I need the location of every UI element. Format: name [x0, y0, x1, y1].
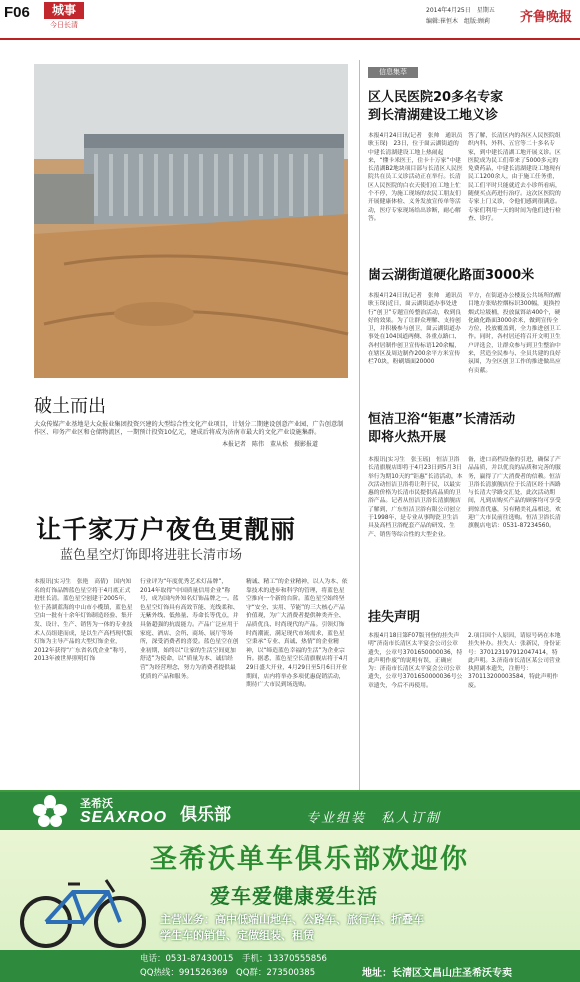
feature-column-3: 精诚、精工”的企业精神，以人为本、依靠技术的进步和科学的管理，将蓝色星空推向一个新的台阶。蓝色星空始终坚守“安全、实用、节能”的三大核心产品价值观，为广大消费者提供种类齐全、品质优良、时尚现代的产品。引领灯饰时尚潮流，满足现代市场需求，蓝色星空秉承“专业、真诚、热情”的企业精神，以“缔造蓝色幸福的生活”为企业宗旨。据悉，蓝色星空长清旗舰店将于4月29日盛大开业，4月29日至5月6日开业期间，店内将举办多项优惠促销活动，期待广大市民到场选购。	[246, 579, 349, 689]
article2-column-1: 本报4月24日讯(记者 张帅 通讯员 耿玉琛)近日，崮云湖街道办事处进行“创卫”专题宣传整治活动，收到良好的效果。为了让群众理解、支持创卫，并积极参与创卫，崮云湖街道办事处在104国道两侧、各重点路口、各村居制作创卫宣传标语120余幅，在辖区及周边制作200余平方米宣传栏70块，粉刷墙面20000	[368, 293, 469, 366]
article4-column-2: 2.项目因个人原因，请原号码在本地挂失补办。挂失人：张新民，身份证号：370123197912047414，特此声明。3.济南市长清区某公司营业执照副本遗失，注册号：370113200003584，特此声明作废。	[468, 633, 561, 689]
article3-column-1: 本报讯(实习生 张玉瑶) 恒洁卫浴长清旗舰店即将于4月23日到5月3日举行为期10天的“钜惠”长清活动，本次活动恒洁卫浴将让利于民，以最实惠的价格为长清市民提供高品质的卫浴产品。记者从恒洁卫浴长清旗舰店了解到，广东恒洁卫浴有限公司创立于1998年，是专业从事陶瓷卫生洁具及高档卫浴配套产品的研发、生产、销售等综合性的大型企业。	[368, 457, 463, 538]
ad-slogan-service: 专业组装 私人订制	[306, 811, 442, 826]
page-number: F06	[4, 4, 30, 21]
ad-club-label: 俱乐部	[180, 805, 231, 825]
ad-address: 地址：长清区文昌山庄圣希沃专卖	[362, 968, 512, 979]
news-brief-tag: 信息集萃	[368, 67, 418, 78]
newspaper-logo: 齐鲁晚报	[520, 10, 573, 25]
ad-business-line1: 主营业务：高中低端山地车、公路车、旅行车、折叠车	[160, 913, 424, 926]
ad-top-banner	[0, 792, 580, 830]
feature-column-1: 本报讯(实习生 张艳 高倩) 国内知名的灯饰品牌蓝色星空将于4月底正式进驻长清。蓝色星空创建于2005年，位于蒸湖蓝海的中山市小榄镇，蓝色星空由一批有十余年灯饰制造经验、集开发、设计、生产、销售为一体的专业技术人员组建而成，是以生产高档现代版灯饰为主导产品的大型灯饰企业，2012年获得“广东省名优企业”称号，2013年被世界照明灯饰	[34, 579, 133, 663]
construction-photo	[34, 64, 348, 378]
article4-column-1: 本报4月18日第F07版刊登的挂失声明“济南市长清区太平宴会公司公章遗失，公章号3701650000036，特此声明作废”的说明有误，正确应为：济南市长清区太平宴会公司公章遗失，公章号3701650000036号公章遗失，今后不再使用。	[368, 633, 463, 689]
column-divider	[359, 60, 360, 790]
ad-phone: 电话：0531-87430015 手机：13370555856	[140, 954, 327, 964]
page-header	[0, 0, 580, 40]
ad-contact	[140, 952, 327, 980]
photo-caption-text: 大众传媒产业基地是大众报业集团投资兴建的大型综合性文化产业项目，计划分二期建设创意产业园、广告创意制作区、印务产业区和仓储物流区，一期预计投资10亿元，建成后将成为济南市最大的文化产业设施集群。	[34, 421, 344, 437]
ad-headline: 圣希沃单车俱乐部欢迎你	[150, 844, 469, 875]
article1-headline-line1: 区人民医院20多名专家	[368, 90, 504, 105]
ad-qq: QQ热线：991526369 QQ群：273500385	[140, 968, 316, 978]
mountain-bike-icon	[18, 862, 148, 952]
feature-column-2: 行业评为“年度优秀艺术灯品牌”，2014年取得“中国质量信用企业”称号，成为国内外知名灯饰品牌之一。蓝色星空灯饰具有高效节能、光线柔和、无紫外线、低热量、寿命长等优点，并具备超强的抗震能力。产品广泛应用于家庭、酒店、会所、商场、展厅等场所，深受消费者的喜爱。蓝色星空在创业初期，始终以“让家的生活空间更加舒适”为使命，以“质量为本、诚信经营”为经营理念，努力为消费者提供最优质的产品和服务。	[140, 579, 239, 680]
article3-column-2: 备，进口高档设备的引进，确保了产品品质，并以优良的品质和完善的服务，赢得了广大消费者的信赖。恒洁卫浴长清旗舰店位于长清区经十西路与长清大学路交汇处，此次活动期间，凡到店购买产品的顾客均可享受到惊喜优惠，另有精美礼品相送，欢迎广大市民前往选购。恒洁卫浴长清旗舰店电话：0531-87234560。	[468, 457, 561, 530]
feature-subheadline: 蓝色星空灯饰即将进驻长清市场	[60, 548, 243, 563]
article2-headline: 崮云湖街道硬化路面3000米	[368, 268, 535, 283]
bicycle-club-ad	[0, 790, 580, 982]
article2-column-2: 平方，在街道办公楼及公共场所的醒目地方张贴控烟标识300幅，更换控烟式垃圾桶，投放鼠饵站400个，硬化破化路面3000余米，做到宣传全方位，投放覆盖到，全力推进创卫工作。同时，各村居还将召开文明卫生户评选会，让群众参与到卫生整治中来，营造全民参与、全员共建的良好氛围，为全区创卫工作的推进做出应有贡献。	[468, 293, 561, 374]
ad-business-line2: 学生车的销售、定做组装、租赁	[160, 929, 314, 942]
ad-business-scope	[160, 912, 560, 944]
photo-credit: 本报记者 陈伟 董从松 摄影报道	[222, 441, 319, 448]
flower-logo-icon	[28, 794, 72, 828]
feature-headline: 让千家万户夜色更靓丽	[36, 515, 297, 544]
article4-headline: 挂失声明	[368, 610, 421, 625]
section-label: 城事	[44, 2, 84, 19]
article1-column-1: 本报4月24日讯(记者 张帅 通讯员 耿玉琛) 23日，位于崮云湖街道的中建长清湖建设工地上热闹起来，“懂卡米医王，住卡十万家”中建长清湖B2地块项目部与长清区人民医院共在员工义诊活动正在举行。长清区人民医院的白衣天使们在工地上忙个不停，为施工现场的农民工朋友们开展健康体检、义务发放宣传单等活动，医疗专家现场给出诊断，耐心解答。	[368, 133, 469, 222]
article1-headline-line2: 到长清湖建设工地义诊	[368, 108, 499, 123]
section-sublabel: 今日长清	[50, 21, 78, 29]
ad-footer	[0, 950, 580, 982]
article3-headline-line1: 恒洁卫浴“钜惠”长清活动	[368, 412, 516, 427]
ad-brand-cn: 圣希沃	[80, 797, 113, 810]
ad-slogan-lifestyle: 爱车爱健康爱生活	[210, 884, 378, 908]
article3-headline-line2: 即将火热开展	[368, 430, 447, 445]
ad-brand-en: SEAXROO	[80, 809, 168, 826]
article1-column-2: 答了解，长清区内的各区人民医院组织内科、外科、五官等二十多名专家，到中建长清湖工地开展义诊。区医院成为民工们带来了5000多元的免费药品，中建长清湖建设工地现有民工1200余人，由于施工任务重，民工们平时只能就近去小诊所看病，随便买点药进行治疗。这次区医院的专家上门义诊，令他们感到很满意。专家们利用一天的时间为他们进行检查、诊疗。	[468, 133, 561, 222]
issue-date: 2014年4月25日 星期五	[426, 7, 495, 14]
editors-line: 编辑:崔恒木 组版:顾莉	[426, 18, 491, 25]
photo-caption-title: 破土而出	[34, 396, 106, 417]
